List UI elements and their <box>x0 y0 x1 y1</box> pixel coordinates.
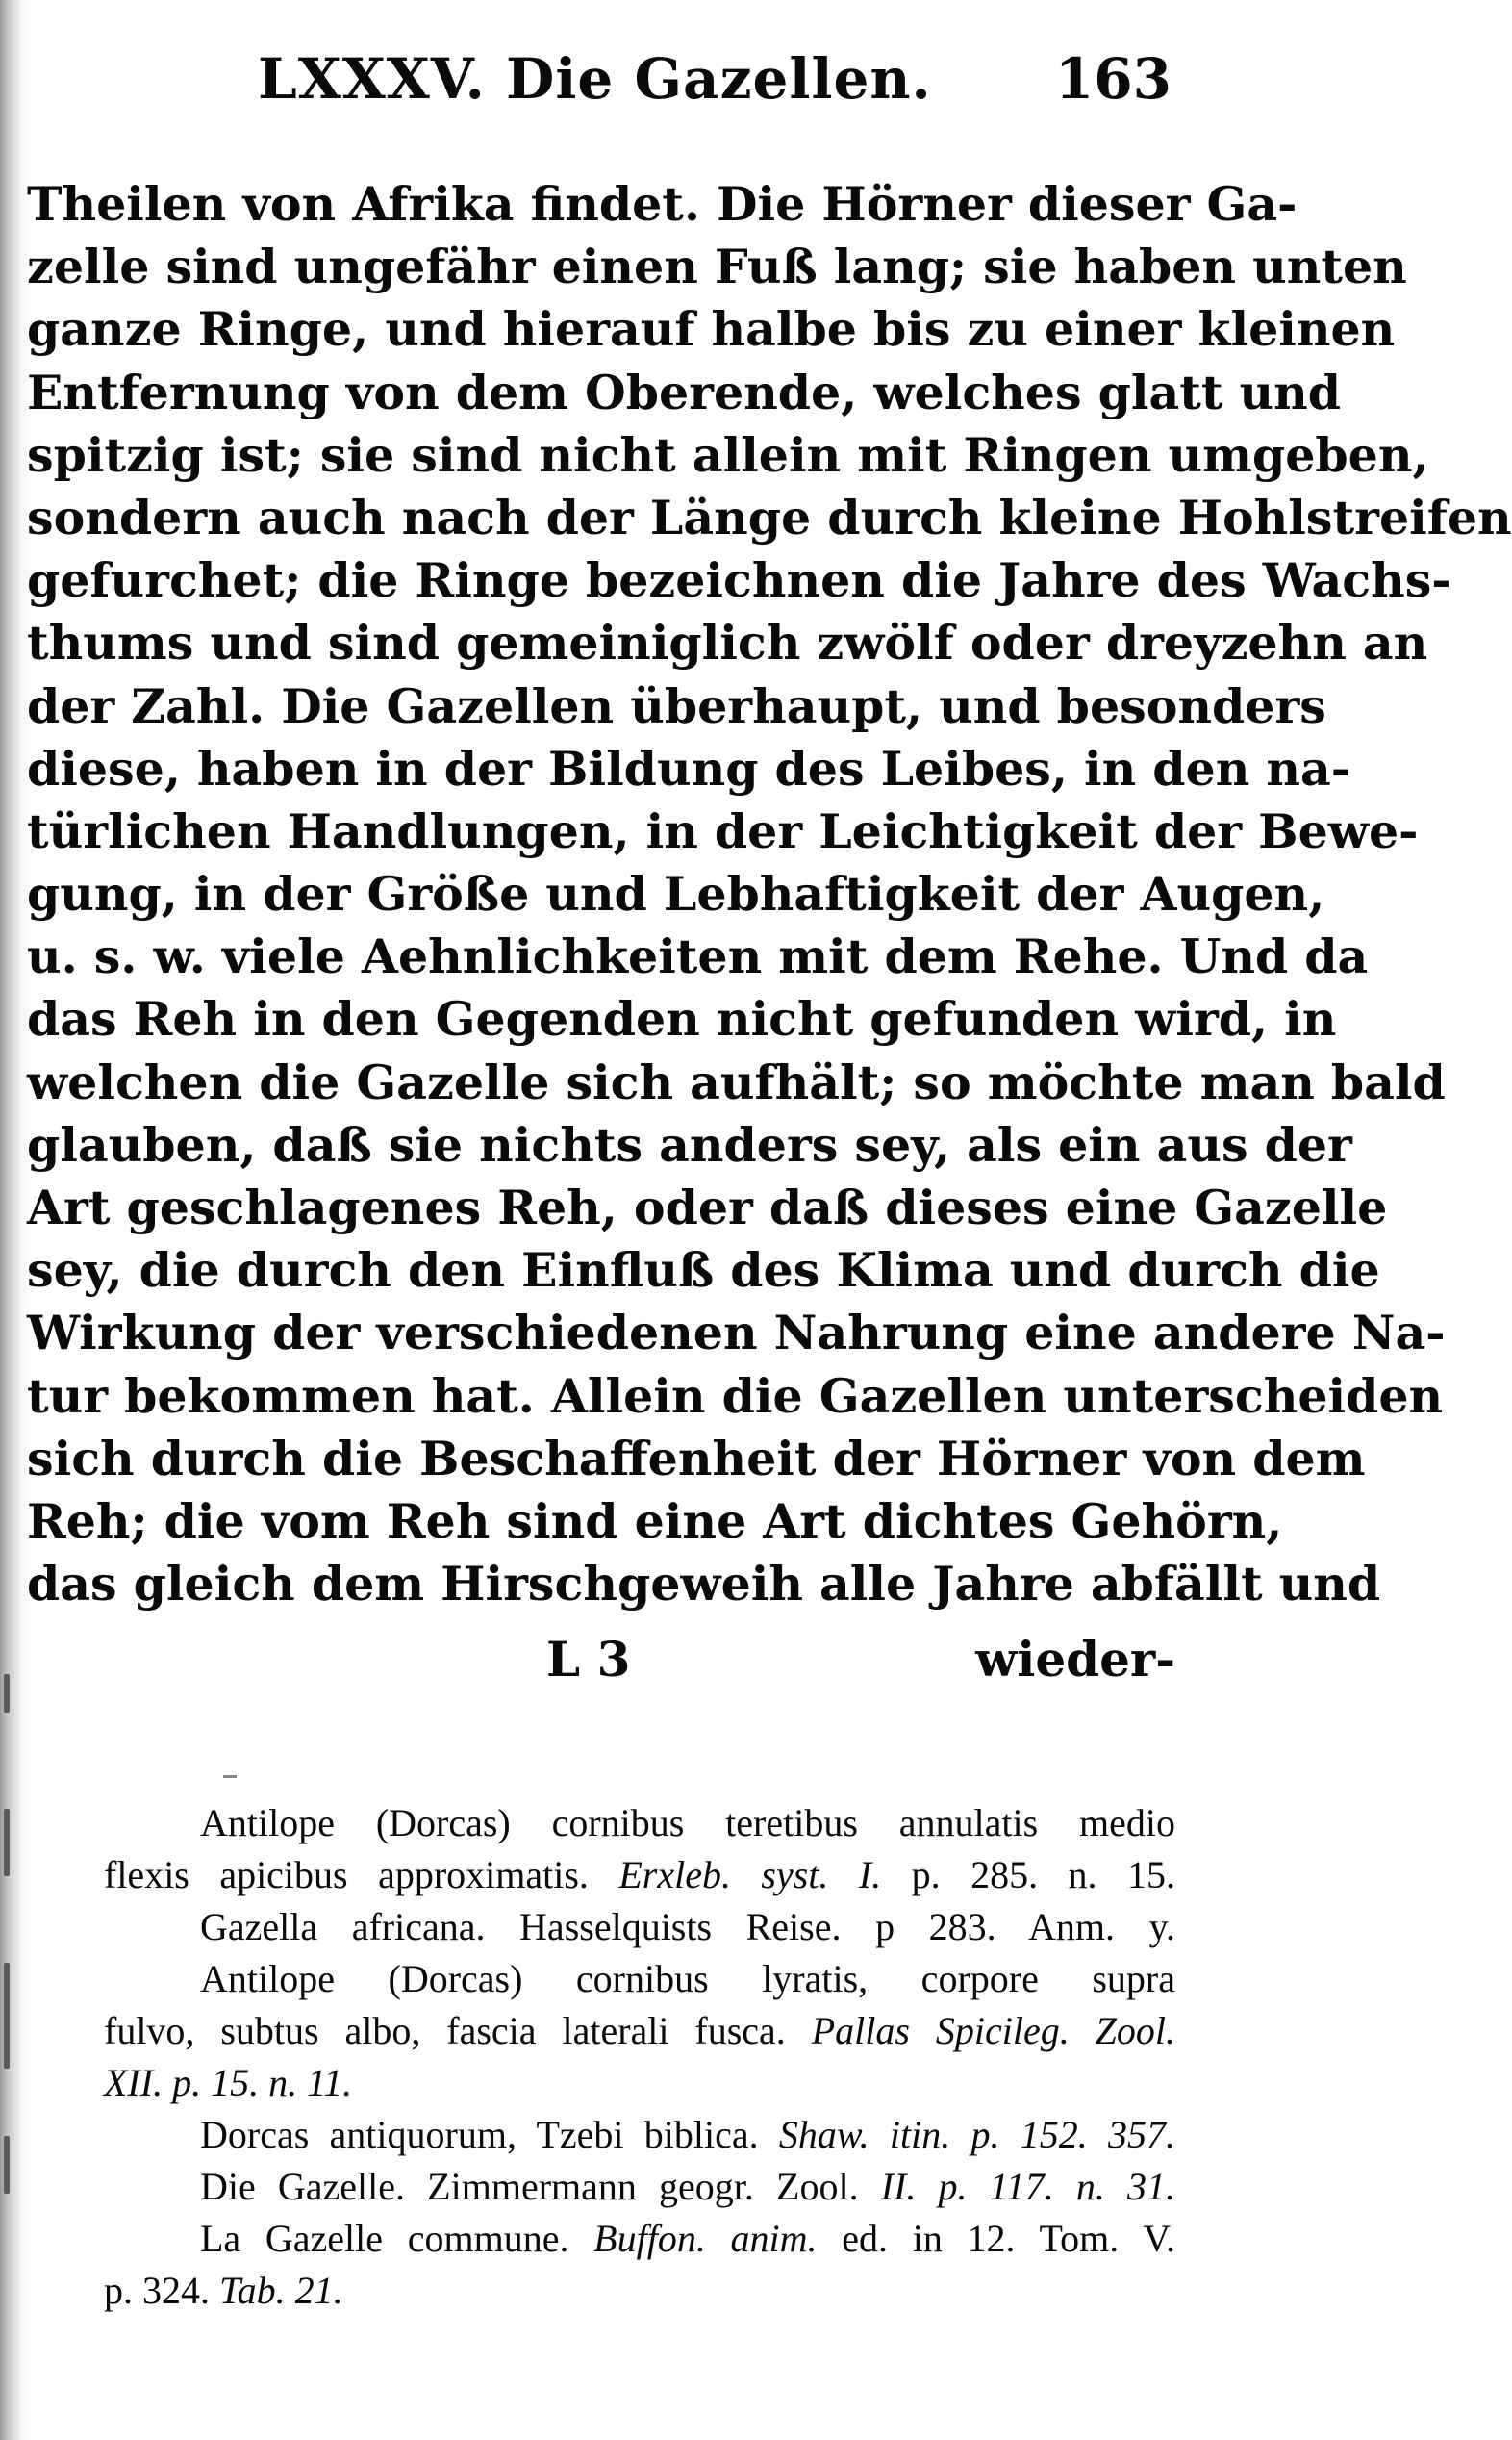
footnote-line <box>104 1849 1175 1901</box>
binding-edge-mark <box>4 1809 10 1876</box>
text-line: Reh; die vom Reh sind eine Art dichtes Gehörn, <box>27 1492 1283 1549</box>
citation-text: Gazella africana. Hasselquists Reise. p 283. Anm. y. <box>200 1905 1175 1948</box>
footnotes-block <box>104 1797 1175 2317</box>
text-line: Entfernung von dem Oberende, welches glatt und <box>27 364 1342 420</box>
page-number: 163 <box>1054 46 1172 112</box>
text-line: der Zahl. Die Gazellen überhaupt, und besonders <box>27 677 1326 734</box>
text-line: gung, in der Größe und Lebhaftigkeit der Augen, <box>27 866 1325 923</box>
text-line: diese, haben in der Bildung des Leibes, in den na- <box>27 740 1351 797</box>
citation-italic: Erxleb. syst. I. <box>618 1853 882 1896</box>
text-line: zelle sind ungefähr einen Fuß lang; sie haben unten <box>27 239 1407 295</box>
binding-edge-mark <box>4 2136 10 2194</box>
citation-text: p. 324. <box>104 2269 219 2312</box>
footnote-marker <box>223 1775 237 1778</box>
text-line: Wirkung der verschiedenen Nahrung eine andere Na- <box>27 1305 1446 1361</box>
footnote-line <box>104 2057 1175 2109</box>
text-line: welchen die Gazelle sich aufhält; so möchte man bald <box>27 1054 1446 1110</box>
citation-italic: II. p. 117. n. 31. <box>880 2165 1176 2208</box>
citation-text: flexis apicibus approximatis. <box>104 1853 619 1896</box>
footnote-line <box>104 1797 1175 1849</box>
footnote-line <box>104 2265 1175 2317</box>
citation-text: ed. in 12. Tom. V. <box>817 2217 1175 2260</box>
text-line: gefurchet; die Ringe bezeichnen die Jahre des Wachs- <box>27 552 1451 609</box>
text-line: glauben, daß sie nichts anders sey, als ein aus der <box>27 1116 1352 1173</box>
footnote-line <box>104 2109 1175 2161</box>
citation-italic: XII. p. 15. n. 11. <box>104 2061 353 2104</box>
text-line: ganze Ringe, und hierauf halbe bis zu einer kleinen <box>27 301 1396 358</box>
text-line: das gleich dem Hirschgeweih alle Jahre abfällt und <box>27 1556 1381 1613</box>
main-text-block <box>27 173 1512 1615</box>
catchword: wieder- <box>975 1631 1175 1688</box>
footnote-line <box>104 1953 1175 2005</box>
text-line: das Reh in den Gegenden nicht gefunden wird, in <box>27 991 1337 1048</box>
text-line: spitzig ist; sie sind nicht allein mit Ringen umgeben, <box>27 426 1429 483</box>
text-line: sondern auch nach der Länge durch kleine Hohlstreifen <box>27 489 1512 546</box>
text-line: Theilen von Afrika findet. Die Hörner dieser Ga- <box>27 176 1298 232</box>
binding-edge-mark <box>4 1963 10 2069</box>
citation-text: Antilope (Dorcas) cornibus teretibus annulatis medio <box>200 1801 1175 1844</box>
citation-text: Antilope (Dorcas) cornibus lyratis, corpore supra <box>200 1957 1175 2000</box>
citation-italic: Buffon. anim. <box>593 2217 818 2260</box>
text-line: thums und sind gemeiniglich zwölf oder dreyzehn an <box>27 615 1428 672</box>
chapter-title: LXXXV. Die Gazellen. <box>258 46 932 112</box>
footnote-line <box>104 2005 1175 2057</box>
citation-italic: Tab. 21. <box>219 2269 343 2312</box>
text-line: türlichen Handlungen, in der Leichtigkeit der Bewe- <box>27 802 1419 859</box>
citation-italic: Shaw. itin. p. 152. 357. <box>778 2113 1175 2156</box>
printer-signature-mark: L 3 <box>546 1631 631 1688</box>
text-line: Art geschlagenes Reh, oder daß dieses eine Gazelle <box>27 1180 1388 1235</box>
text-line: sey, die durch den Einfluß des Klima und durch die <box>27 1242 1380 1299</box>
citation-text: La Gazelle commune. <box>200 2217 594 2260</box>
citation-text: Die Gazelle. Zimmermann geogr. Zool. <box>200 2165 881 2208</box>
footnote-line <box>104 1901 1175 1953</box>
text-line: sich durch die Beschaffenheit der Hörner von dem <box>27 1430 1366 1487</box>
running-header <box>258 40 1172 117</box>
footnote-line <box>104 2161 1175 2213</box>
citation-text: fulvo, subtus albo, fascia laterali fusca. <box>104 2009 812 2052</box>
citation-text: Dorcas antiquorum, Tzebi biblica. <box>200 2113 779 2156</box>
binding-edge-mark <box>4 1674 10 1713</box>
text-line: tur bekommen hat. Allein die Gazellen unterscheiden <box>27 1367 1444 1424</box>
citation-text: p. 285. n. 15. <box>881 1853 1175 1896</box>
footnote-line <box>104 2213 1175 2265</box>
text-line: u. s. w. viele Aehnlichkeiten mit dem Rehe. Und da <box>27 928 1369 985</box>
citation-italic: Pallas Spicileg. Zool. <box>811 2009 1175 2052</box>
signature-row <box>27 1626 1175 1693</box>
